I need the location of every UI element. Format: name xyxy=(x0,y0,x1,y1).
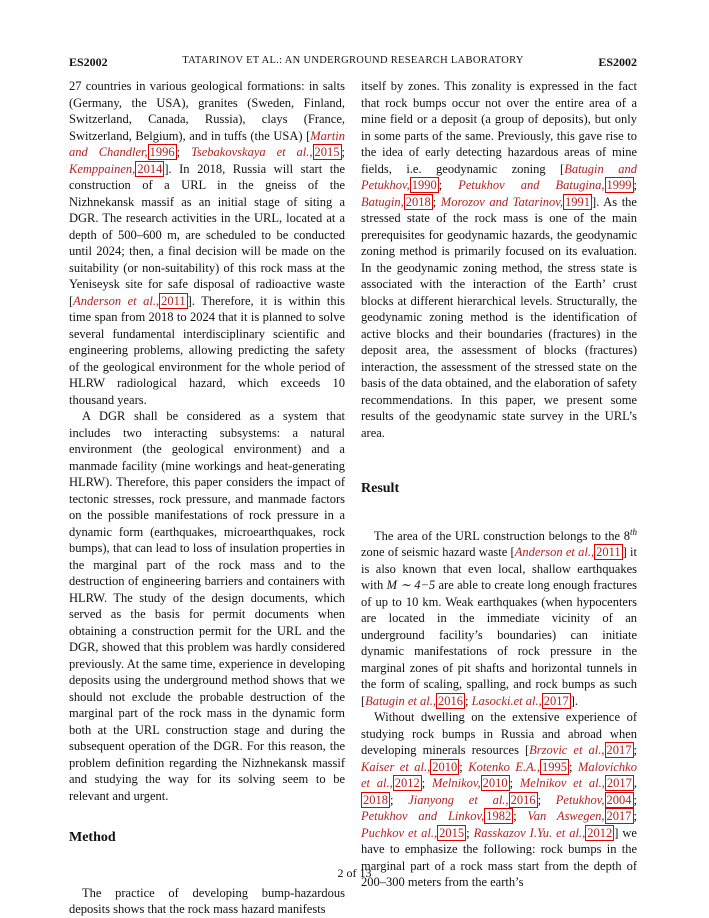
citation-year-link[interactable]: 2017 xyxy=(543,693,569,708)
citation-year-link[interactable]: 2011 xyxy=(596,545,621,560)
running-head xyxy=(69,55,637,71)
citation-link[interactable]: Tsebakovskaya et al., xyxy=(191,145,313,159)
citation-link[interactable]: Lasocki.et al., xyxy=(471,693,542,708)
text-run: 27 countries in various geological formations: in salts (Germany, the USA), granites (Sweden, Finland, Switzerland, Canada, Russia), clays (France, Switzerland, Belgium), and in tuffs (the USA) [ xyxy=(69,79,345,143)
citation-link[interactable]: Petukhov, xyxy=(555,792,605,807)
math-expression: M ∼ 4−5 xyxy=(386,578,436,593)
text-run: ; xyxy=(633,792,637,807)
text-run: ; xyxy=(432,194,441,209)
citation-link[interactable]: Melnikov et al., xyxy=(519,776,605,791)
paragraph: The practice of developing bump-hazardous deposits shows that the rock mass hazard manifests xyxy=(69,885,345,916)
citation-year-link[interactable]: 2018 xyxy=(363,792,388,807)
citation-year-link[interactable]: 2017 xyxy=(606,743,632,758)
paragraph: A DGR shall be considered as a system that includes two interacting subsystems: a natural environment (the geological environment) and a manmade facility (mine workings and heat-generating HLRW). Therefore, this paper considers the impact of tectonic stresses, rock pressure, and manmade factors on the possible manifestations of rock pressure in a dynamic form (earthquakes, microearthquakes, rock bumps), that can lead to loss of insulation properties in the marginal part of the rock mass and to the destruction of engineering barriers and containers with HLRW. The study of the design documents, which served as the basis for permit documents when obtaining a construction permit for the URL and the DGR, showed that this problem was hardly considered previously. At the same time, experience in developing deposits using the underground method shows that we should not exclude the probable destruction of the marginal part of the rock mass in the dynamic form both at the URL construction stage and during the subsequent operation of the DGR. For this reason, the problem definition regarding the Nizhnekansk massif and studying the way for its solving seem to be relevant and urgent. xyxy=(69,409,345,803)
text-run: ; xyxy=(421,776,432,791)
text-run: are able to create long enough fractures of up to 10 km. Weak earthquakes (when hypocenters are located in the immediate vicinity of an underground facility’s boundaries) can initiate dynamic manifestations of rock pressure in the marginal zones of pit shafts and horizontal tunnels in the form of scaling, spalling, and rock bumps as such [ xyxy=(361,578,638,708)
citation-year-link[interactable]: 1991 xyxy=(565,194,591,209)
text-run: ; xyxy=(176,145,192,159)
citation-link[interactable]: Batugin, xyxy=(361,194,404,209)
text-run: ] it is also known that even local, shallow earthquakes with xyxy=(361,545,637,593)
text-run: ; xyxy=(390,792,409,807)
citation-link[interactable]: Kotenko E.A., xyxy=(468,759,541,774)
text-run: Without dwelling on the extensive experience of studying rock bumps in Russia and abroad when developing minerals resources [ xyxy=(361,710,637,758)
citation-link[interactable]: Brzovic et al., xyxy=(529,743,605,758)
citation-year-link[interactable]: 2017 xyxy=(606,776,632,791)
text-run: ; xyxy=(569,759,578,774)
paragraph xyxy=(69,78,345,408)
left-column xyxy=(69,78,345,918)
citation-link[interactable]: Batugin and Petukhov, xyxy=(361,161,637,192)
citation-year-link[interactable]: 2018 xyxy=(405,194,431,209)
citation-year-link[interactable]: 2012 xyxy=(587,825,613,840)
text-run: ; xyxy=(633,743,637,758)
text-run: ]. xyxy=(570,693,579,708)
citation-link[interactable]: Melnikov, xyxy=(431,776,481,791)
paragraph xyxy=(361,709,637,891)
article-id-right: ES2002 xyxy=(598,55,637,69)
text-run: ; xyxy=(513,809,528,824)
text-run: zone of seismic hazard waste [ xyxy=(361,545,515,560)
text-run: ; xyxy=(509,776,520,791)
text-run: ; xyxy=(537,792,556,807)
citation-link[interactable]: Batugin et al., xyxy=(365,693,436,708)
text-run: ; xyxy=(438,178,459,192)
text-run: ; xyxy=(465,693,472,708)
page-number: 2 of 13 xyxy=(337,866,372,880)
citation-year-link[interactable]: 2012 xyxy=(394,776,420,791)
paragraph xyxy=(361,78,637,441)
text-run: ]. As the stressed state of the rock mass is one of the main prerequisites for geodynamic hazards, the geodynamic zoning method is primarily focused on its evaluation. In the geodynamic zoning method, the stress state is associated with the interaction of the Earth’ crust blocks at different hierarchical levels. Structurally, the geodynamic zoning method is the identification of active blocks and their boundaries (fractures) in the deposit area, the assessment of blocks (fractures) interaction, the assessment of the stressed state on the basis of the data obtained, and the elaboration of safety recommendations. In this paper, we present some results of the geodynamic state survey in the URL’s area. xyxy=(361,194,637,440)
citation-link[interactable]: Anderson et al., xyxy=(73,293,160,308)
superscript: th xyxy=(629,526,637,537)
text-run: ; xyxy=(633,178,637,192)
citation-link[interactable]: Anderson et al., xyxy=(514,545,595,560)
citation-link[interactable]: Morozov and Tatarinov, xyxy=(440,194,564,209)
citation-year-link[interactable]: 2016 xyxy=(510,792,536,807)
citation-year-link[interactable]: 2017 xyxy=(606,809,632,824)
citation-year-link[interactable]: 1999 xyxy=(606,178,632,192)
citation-link[interactable]: Van Aswegen, xyxy=(527,809,605,824)
text-run: itself by zones. This zonality is expressed in the fact that rock bumps occur not over the entire area of a mine field or a deposit (a group of deposits), but only in some parts of the same. Previously, this gave rise to the idea of early detecting hazardous areas of mine fields, i.e. geodynamic zoning [ xyxy=(361,79,637,176)
citation-link[interactable]: Petukhov and Linkov, xyxy=(361,809,485,824)
citation-year-link[interactable]: 2015 xyxy=(314,145,340,159)
citation-year-link[interactable]: 2015 xyxy=(439,825,465,840)
text-run: , xyxy=(633,776,637,791)
citation-year-link[interactable]: 2010 xyxy=(432,759,458,774)
citation-year-link[interactable]: 1982 xyxy=(486,809,512,824)
section-heading-method: Method xyxy=(69,830,116,845)
paragraph xyxy=(361,524,637,710)
citation-year-link[interactable]: 2016 xyxy=(438,693,463,708)
citation-year-link[interactable]: 2010 xyxy=(482,776,508,791)
citation-link[interactable]: Malovichko et al., xyxy=(361,759,637,791)
text-run: ] we have to emphasize the following: rock bumps in the marginal part of a rock mass start from the depth of 200–300 meters from the earth’s xyxy=(361,825,637,890)
citation-link[interactable]: Kemppainen, xyxy=(69,161,136,176)
citation-link[interactable]: Puchkov et al., xyxy=(361,825,438,840)
section-heading-result: Result xyxy=(361,481,400,496)
citation-link[interactable]: Kaiser et al., xyxy=(361,759,431,774)
running-title: TATARINOV ET AL.: AN UNDERGROUND RESEARCH LABORATORY xyxy=(182,55,524,66)
citation-link[interactable]: Jianyong et al., xyxy=(408,792,509,807)
text-run: The area of the URL construction belongs to the 8 xyxy=(374,528,630,543)
citation-year-link[interactable]: 2014 xyxy=(137,161,163,176)
text-run: ]. Therefore, it is within this time span from 2018 to 2024 that it is planned to solve several fundamental interdisciplinary scientific and engineering problems, allowing predicting the safety of the geological environment for the whole period of HLRW radiological hazard, which exceeds 10 thousand years. xyxy=(69,293,345,407)
article-id-left: ES2002 xyxy=(69,55,108,69)
citation-link[interactable]: Rasskazov I.Yu. et al., xyxy=(473,825,586,840)
citation-year-link[interactable]: 1995 xyxy=(542,759,568,774)
text-run: ; xyxy=(633,809,637,824)
text-run: ; xyxy=(459,759,469,774)
citation-year-link[interactable]: 1990 xyxy=(411,178,437,192)
text-run: ; xyxy=(341,145,345,159)
right-column xyxy=(361,78,637,891)
text-run: ]. In 2018, Russia will start the construction of a URL in the gneiss of the Nizhnekansk massif as an initial stage of siting a DGR. The research activities in the URL, located at a depth of 500–600 m, are scheduled to be conducted until 2024; then, a final decision will be made on the suitability (or non-suitability) of this rock mass at the Yeniseysk site for safe disposal of radioactive waste [ xyxy=(69,161,345,308)
citation-year-link[interactable]: 2004 xyxy=(606,792,632,807)
citation-year-link[interactable]: 2011 xyxy=(161,293,186,308)
citation-link[interactable]: Petukhov and Batugina, xyxy=(458,178,605,192)
text-run: ; xyxy=(466,825,474,840)
citation-year-link[interactable]: 1996 xyxy=(149,145,175,159)
citation-link[interactable]: Martin and Chandler, xyxy=(69,128,345,159)
